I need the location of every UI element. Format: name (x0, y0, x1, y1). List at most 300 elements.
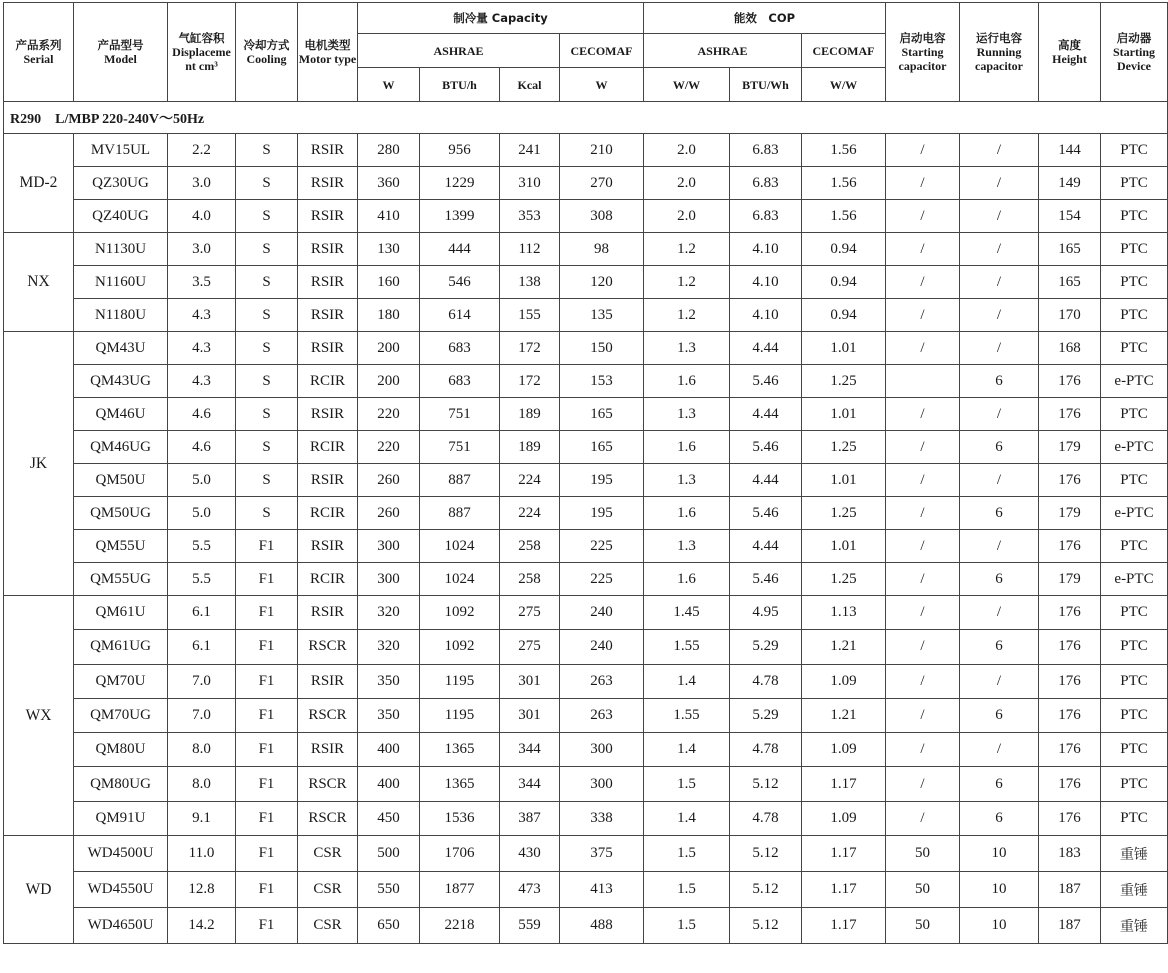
cop-ww-cell: 1.3 (644, 464, 730, 497)
capacity-btuh-cell: 1365 (420, 767, 500, 801)
capacity-btuh-cell: 1092 (420, 596, 500, 630)
cop-btuwh-cell: 4.78 (730, 801, 802, 835)
table-row (4, 698, 1168, 732)
series-cell: JK (4, 332, 74, 596)
cop-cecomaf-ww-cell: 0.94 (802, 266, 886, 299)
series-cell: MD-2 (4, 134, 74, 233)
capacity-btuh-cell: 683 (420, 365, 500, 398)
running-capacitor-cell: / (960, 266, 1039, 299)
height-cell: 176 (1039, 733, 1101, 767)
displacement-cell: 4.0 (168, 200, 236, 233)
cop-cecomaf-ww-cell: 1.01 (802, 530, 886, 563)
motor-type-cell: RCIR (298, 365, 358, 398)
running-capacitor-cell: / (960, 596, 1039, 630)
cop-cecomaf-ww-cell: 1.56 (802, 200, 886, 233)
capacity-kcal-cell: 387 (500, 801, 560, 835)
cop-btuwh-cell: 5.46 (730, 431, 802, 464)
capacity-w-cell: 400 (358, 733, 420, 767)
table-row (4, 733, 1168, 767)
cooling-cell: S (236, 332, 298, 365)
cop-cecomaf-ww-cell: 1.17 (802, 872, 886, 908)
capacity-kcal-cell: 258 (500, 563, 560, 596)
cop-ww-cell: 1.4 (644, 733, 730, 767)
capacity-btuh-cell: 1024 (420, 563, 500, 596)
capacity-cecomaf-w-cell: 300 (560, 767, 644, 801)
starting-capacitor-header: 启动电容 Starting capacitor (886, 3, 960, 102)
cop-ww-cell: 1.5 (644, 836, 730, 872)
running-capacitor-cell: 10 (960, 908, 1039, 944)
cop-group-header: 能效 COP (644, 3, 886, 34)
capacity-w-cell: 220 (358, 398, 420, 431)
starting-capacitor-cell: / (886, 398, 960, 431)
capacity-kcal-cell: 224 (500, 497, 560, 530)
capacity-kcal-cell: 275 (500, 630, 560, 664)
cop-ww-cell: 1.2 (644, 299, 730, 332)
height-cell: 176 (1039, 464, 1101, 497)
running-capacitor-cell: / (960, 664, 1039, 698)
capacity-w-cell: 320 (358, 596, 420, 630)
height-cell: 176 (1039, 767, 1101, 801)
capacity-kcal-cell: 353 (500, 200, 560, 233)
capacity-btuh-cell: 1399 (420, 200, 500, 233)
capacity-w-cell: 130 (358, 233, 420, 266)
cop-ww-cell: 1.5 (644, 872, 730, 908)
cooling-cell: F1 (236, 908, 298, 944)
model-cell: QM50U (74, 464, 168, 497)
cop-cecomaf-ww-cell: 1.56 (802, 167, 886, 200)
cooling-cell: S (236, 233, 298, 266)
motor-type-cell: RSCR (298, 801, 358, 835)
table-body (4, 102, 1168, 944)
cop-cecomaf-header: CECOMAF (802, 34, 886, 68)
capacity-btuh-cell: 751 (420, 431, 500, 464)
cop-cecomaf-ww-cell: 0.94 (802, 233, 886, 266)
capacity-kcal-cell: 275 (500, 596, 560, 630)
capacity-cecomaf-w-cell: 300 (560, 733, 644, 767)
model-cell: MV15UL (74, 134, 168, 167)
starting-capacitor-cell: / (886, 431, 960, 464)
capacity-ashrae-header: ASHRAE (358, 34, 560, 68)
motor-type-cell: RCIR (298, 563, 358, 596)
height-cell: 168 (1039, 332, 1101, 365)
motor-type-cell: RSCR (298, 767, 358, 801)
cop-ww-cell: 1.2 (644, 233, 730, 266)
capacity-kcal-cell: 172 (500, 332, 560, 365)
series-cell: WX (4, 596, 74, 836)
cop-cecomaf-ww-cell: 1.25 (802, 497, 886, 530)
cop-btuwh-cell: 5.46 (730, 365, 802, 398)
capacity-cecomaf-w-cell: 240 (560, 596, 644, 630)
capacity-btuh-cell: 956 (420, 134, 500, 167)
capacity-kcal-cell: 473 (500, 872, 560, 908)
starting-device-cell: PTC (1101, 767, 1168, 801)
capacity-btuh-cell: 887 (420, 464, 500, 497)
starting-capacitor-cell: / (886, 664, 960, 698)
starting-capacitor-cell: 50 (886, 836, 960, 872)
starting-capacitor-cell: / (886, 497, 960, 530)
displacement-cell: 4.3 (168, 365, 236, 398)
motor-type-cell: RSCR (298, 630, 358, 664)
running-capacitor-cell: / (960, 134, 1039, 167)
capacity-cecomaf-w-cell: 308 (560, 200, 644, 233)
table-row (4, 200, 1168, 233)
motor-type-cell: RSIR (298, 200, 358, 233)
displacement-cell: 4.3 (168, 332, 236, 365)
displacement-cell: 11.0 (168, 836, 236, 872)
cop-ww-cell: 1.6 (644, 431, 730, 464)
capacity-w-cell: 650 (358, 908, 420, 944)
starting-device-cell: PTC (1101, 398, 1168, 431)
starting-capacitor-cell: / (886, 530, 960, 563)
cop-ww-cell: 1.6 (644, 497, 730, 530)
starting-capacitor-cell: / (886, 563, 960, 596)
model-cell: N1180U (74, 299, 168, 332)
model-cell: QM43U (74, 332, 168, 365)
cop-btuwh-cell: 5.46 (730, 497, 802, 530)
running-capacitor-cell: / (960, 464, 1039, 497)
capacity-btuh-cell: 1195 (420, 698, 500, 732)
table-row (4, 563, 1168, 596)
capacity-cecomaf-w-cell: 98 (560, 233, 644, 266)
capacity-w-cell: 300 (358, 563, 420, 596)
cop-ww-cell: 1.55 (644, 698, 730, 732)
starting-capacitor-cell: / (886, 332, 960, 365)
model-cell: WD4500U (74, 836, 168, 872)
capacity-w-cell: 350 (358, 698, 420, 732)
height-cell: 176 (1039, 365, 1101, 398)
cop-cecomaf-ww-cell: 1.01 (802, 332, 886, 365)
table-row (4, 664, 1168, 698)
cop-cecomaf-ww-cell: 1.17 (802, 767, 886, 801)
running-capacitor-cell: 6 (960, 563, 1039, 596)
cooling-cell: F1 (236, 596, 298, 630)
cooling-cell: F1 (236, 563, 298, 596)
capacity-w-cell: 400 (358, 767, 420, 801)
capacity-kcal-cell: 224 (500, 464, 560, 497)
motor-type-cell: RSIR (298, 664, 358, 698)
capacity-cecomaf-w-cell: 135 (560, 299, 644, 332)
capacity-kcal-cell: 189 (500, 431, 560, 464)
displacement-cell: 3.0 (168, 167, 236, 200)
cooling-cell: F1 (236, 698, 298, 732)
table-row (4, 767, 1168, 801)
section-label: R290 L/MBP 220-240V～50Hz (4, 102, 1168, 134)
unit-btuh-header: BTU/h (420, 68, 500, 102)
capacity-cecomaf-w-cell: 263 (560, 664, 644, 698)
section-row (4, 102, 1168, 134)
cop-cecomaf-ww-cell: 1.25 (802, 365, 886, 398)
cop-ww-cell: 1.3 (644, 530, 730, 563)
running-capacitor-cell: 6 (960, 801, 1039, 835)
cop-ww-cell: 1.4 (644, 664, 730, 698)
starting-device-cell: PTC (1101, 233, 1168, 266)
motor-type-cell: RSCR (298, 698, 358, 732)
model-cell: QM43UG (74, 365, 168, 398)
starting-capacitor-cell: / (886, 596, 960, 630)
starting-device-cell: 重锤 (1101, 836, 1168, 872)
cooling-cell: S (236, 464, 298, 497)
capacity-btuh-cell: 1877 (420, 872, 500, 908)
cop-btuwh-cell: 4.10 (730, 233, 802, 266)
capacity-kcal-cell: 344 (500, 733, 560, 767)
starting-capacitor-cell: / (886, 167, 960, 200)
capacity-btuh-cell: 1536 (420, 801, 500, 835)
capacity-kcal-cell: 112 (500, 233, 560, 266)
height-cell: 165 (1039, 266, 1101, 299)
model-cell: QM61UG (74, 630, 168, 664)
cooling-cell: S (236, 431, 298, 464)
cop-ww-cell: 2.0 (644, 200, 730, 233)
motor-type-cell: RSIR (298, 464, 358, 497)
capacity-w-cell: 450 (358, 801, 420, 835)
capacity-cecomaf-w-cell: 270 (560, 167, 644, 200)
cop-cecomaf-ww-cell: 1.21 (802, 698, 886, 732)
starting-capacitor-cell: / (886, 698, 960, 732)
model-cell: N1160U (74, 266, 168, 299)
cop-cecomaf-ww-cell: 1.09 (802, 664, 886, 698)
running-capacitor-cell: 10 (960, 836, 1039, 872)
capacity-kcal-cell: 430 (500, 836, 560, 872)
capacity-btuh-cell: 1229 (420, 167, 500, 200)
height-cell: 179 (1039, 497, 1101, 530)
starting-device-cell: PTC (1101, 698, 1168, 732)
starting-device-cell: PTC (1101, 299, 1168, 332)
capacity-btuh-cell: 1092 (420, 630, 500, 664)
starting-capacitor-cell: / (886, 464, 960, 497)
unit-kcal-header: Kcal (500, 68, 560, 102)
height-cell: 187 (1039, 908, 1101, 944)
cop-cecomaf-ww-cell: 1.21 (802, 630, 886, 664)
table-header (4, 3, 1168, 102)
starting-device-cell: PTC (1101, 630, 1168, 664)
cop-btuwh-cell: 4.78 (730, 664, 802, 698)
height-cell: 176 (1039, 596, 1101, 630)
running-capacitor-cell: / (960, 733, 1039, 767)
height-cell: 179 (1039, 563, 1101, 596)
displacement-cell: 7.0 (168, 664, 236, 698)
running-capacitor-cell: 6 (960, 767, 1039, 801)
displacement-cell: 7.0 (168, 698, 236, 732)
running-capacitor-cell: 6 (960, 630, 1039, 664)
model-cell: QM70U (74, 664, 168, 698)
capacity-w-cell: 200 (358, 365, 420, 398)
capacity-kcal-cell: 155 (500, 299, 560, 332)
cop-btuwh-cell: 6.83 (730, 167, 802, 200)
cooling-cell: S (236, 398, 298, 431)
height-cell: 176 (1039, 398, 1101, 431)
displacement-cell: 4.6 (168, 398, 236, 431)
capacity-btuh-cell: 751 (420, 398, 500, 431)
cop-btuwh-cell: 4.44 (730, 332, 802, 365)
motor-type-cell: RSIR (298, 332, 358, 365)
displacement-cell: 6.1 (168, 596, 236, 630)
cop-ww-cell: 1.4 (644, 801, 730, 835)
capacity-cecomaf-w-cell: 338 (560, 801, 644, 835)
cooling-cell: F1 (236, 767, 298, 801)
displacement-cell: 12.8 (168, 872, 236, 908)
capacity-kcal-cell: 301 (500, 698, 560, 732)
table-row (4, 801, 1168, 835)
cop-btuwh-cell: 4.10 (730, 266, 802, 299)
capacity-btuh-cell: 444 (420, 233, 500, 266)
cop-ww-cell: 2.0 (644, 167, 730, 200)
model-header: 产品型号 Model (74, 3, 168, 102)
motor-type-cell: CSR (298, 836, 358, 872)
cooling-cell: F1 (236, 664, 298, 698)
capacity-kcal-cell: 559 (500, 908, 560, 944)
capacity-btuh-cell: 683 (420, 332, 500, 365)
displacement-cell: 4.3 (168, 299, 236, 332)
cop-ww-cell: 1.5 (644, 767, 730, 801)
table-row (4, 497, 1168, 530)
cop-ww-cell: 1.55 (644, 630, 730, 664)
cop-btuwh-cell: 4.78 (730, 733, 802, 767)
table-row (4, 365, 1168, 398)
capacity-btuh-cell: 546 (420, 266, 500, 299)
starting-device-cell: PTC (1101, 464, 1168, 497)
unit-ww-header: W/W (644, 68, 730, 102)
table-row (4, 233, 1168, 266)
running-capacitor-cell: / (960, 332, 1039, 365)
starting-device-cell: PTC (1101, 332, 1168, 365)
height-cell: 144 (1039, 134, 1101, 167)
table-row (4, 872, 1168, 908)
cooling-cell: F1 (236, 733, 298, 767)
capacity-kcal-cell: 344 (500, 767, 560, 801)
capacity-kcal-cell: 258 (500, 530, 560, 563)
model-cell: WD4550U (74, 872, 168, 908)
cooling-cell: S (236, 365, 298, 398)
cop-btuwh-cell: 5.12 (730, 836, 802, 872)
running-capacitor-cell: 6 (960, 431, 1039, 464)
running-capacitor-cell: / (960, 530, 1039, 563)
height-cell: 154 (1039, 200, 1101, 233)
height-cell: 176 (1039, 801, 1101, 835)
table-row (4, 596, 1168, 630)
cop-cecomaf-ww-cell: 0.94 (802, 299, 886, 332)
running-capacitor-cell: 10 (960, 872, 1039, 908)
displacement-cell: 5.5 (168, 530, 236, 563)
cop-ww-cell: 1.2 (644, 266, 730, 299)
starting-capacitor-cell: / (886, 801, 960, 835)
unit-cecomaf-w-header: W (560, 68, 644, 102)
height-cell: 176 (1039, 530, 1101, 563)
model-cell: N1130U (74, 233, 168, 266)
cooling-cell: F1 (236, 530, 298, 563)
cop-cecomaf-ww-cell: 1.13 (802, 596, 886, 630)
capacity-cecomaf-w-cell: 165 (560, 431, 644, 464)
capacity-cecomaf-w-cell: 195 (560, 464, 644, 497)
starting-device-cell: PTC (1101, 200, 1168, 233)
displacement-cell: 9.1 (168, 801, 236, 835)
displacement-cell: 5.5 (168, 563, 236, 596)
cop-btuwh-cell: 4.10 (730, 299, 802, 332)
capacity-kcal-cell: 310 (500, 167, 560, 200)
running-capacitor-cell: 6 (960, 497, 1039, 530)
motor-type-cell: RSIR (298, 266, 358, 299)
capacity-cecomaf-w-cell: 263 (560, 698, 644, 732)
motor-type-cell: RSIR (298, 530, 358, 563)
motor-type-cell: RSIR (298, 299, 358, 332)
starting-capacitor-cell (886, 365, 960, 398)
starting-device-cell: PTC (1101, 134, 1168, 167)
cop-cecomaf-ww-cell: 1.17 (802, 908, 886, 944)
motor-type-cell: RCIR (298, 431, 358, 464)
cop-btuwh-cell: 5.12 (730, 767, 802, 801)
cop-btuwh-cell: 4.95 (730, 596, 802, 630)
table-row (4, 398, 1168, 431)
starting-device-cell: PTC (1101, 664, 1168, 698)
capacity-kcal-cell: 189 (500, 398, 560, 431)
cop-ww-cell: 1.6 (644, 563, 730, 596)
motor-type-cell: CSR (298, 872, 358, 908)
table-row (4, 836, 1168, 872)
starting-device-cell: 重锤 (1101, 872, 1168, 908)
cop-btuwh-cell: 4.44 (730, 530, 802, 563)
running-capacitor-cell: 6 (960, 365, 1039, 398)
series-cell: WD (4, 836, 74, 944)
height-cell: 170 (1039, 299, 1101, 332)
cop-ww-cell: 1.45 (644, 596, 730, 630)
capacity-w-cell: 260 (358, 464, 420, 497)
capacity-w-cell: 350 (358, 664, 420, 698)
cop-btuwh-cell: 6.83 (730, 134, 802, 167)
capacity-cecomaf-w-cell: 225 (560, 530, 644, 563)
capacity-cecomaf-w-cell: 375 (560, 836, 644, 872)
running-capacitor-cell: / (960, 167, 1039, 200)
capacity-w-cell: 300 (358, 530, 420, 563)
cop-btuwh-cell: 5.29 (730, 630, 802, 664)
capacity-kcal-cell: 241 (500, 134, 560, 167)
cooling-cell: S (236, 134, 298, 167)
cooling-cell: S (236, 266, 298, 299)
starting-device-cell: 重锤 (1101, 908, 1168, 944)
starting-device-cell: PTC (1101, 167, 1168, 200)
motor-type-cell: RSIR (298, 134, 358, 167)
capacity-btuh-cell: 614 (420, 299, 500, 332)
cop-cecomaf-ww-cell: 1.25 (802, 431, 886, 464)
height-cell: 165 (1039, 233, 1101, 266)
capacity-w-cell: 410 (358, 200, 420, 233)
starting-device-cell: PTC (1101, 266, 1168, 299)
cop-btuwh-cell: 5.12 (730, 908, 802, 944)
cooling-cell: F1 (236, 836, 298, 872)
cop-cecomaf-ww-cell: 1.09 (802, 801, 886, 835)
table-row (4, 134, 1168, 167)
height-cell: 183 (1039, 836, 1101, 872)
capacity-cecomaf-w-cell: 195 (560, 497, 644, 530)
capacity-w-cell: 200 (358, 332, 420, 365)
model-cell: QM50UG (74, 497, 168, 530)
cop-btuwh-cell: 5.46 (730, 563, 802, 596)
cop-btuwh-cell: 4.44 (730, 464, 802, 497)
cop-cecomaf-ww-cell: 1.25 (802, 563, 886, 596)
capacity-cecomaf-w-cell: 210 (560, 134, 644, 167)
starting-device-cell: PTC (1101, 733, 1168, 767)
cooling-cell: F1 (236, 801, 298, 835)
running-capacitor-cell: / (960, 398, 1039, 431)
running-capacitor-header: 运行电容 Running capacitor (960, 3, 1039, 102)
capacity-btuh-cell: 1195 (420, 664, 500, 698)
capacity-cecomaf-w-cell: 120 (560, 266, 644, 299)
height-cell: 176 (1039, 698, 1101, 732)
model-cell: QM46UG (74, 431, 168, 464)
displacement-cell: 14.2 (168, 908, 236, 944)
cop-ashrae-header: ASHRAE (644, 34, 802, 68)
model-cell: QZ40UG (74, 200, 168, 233)
starting-device-cell: e-PTC (1101, 497, 1168, 530)
unit-w-header: W (358, 68, 420, 102)
